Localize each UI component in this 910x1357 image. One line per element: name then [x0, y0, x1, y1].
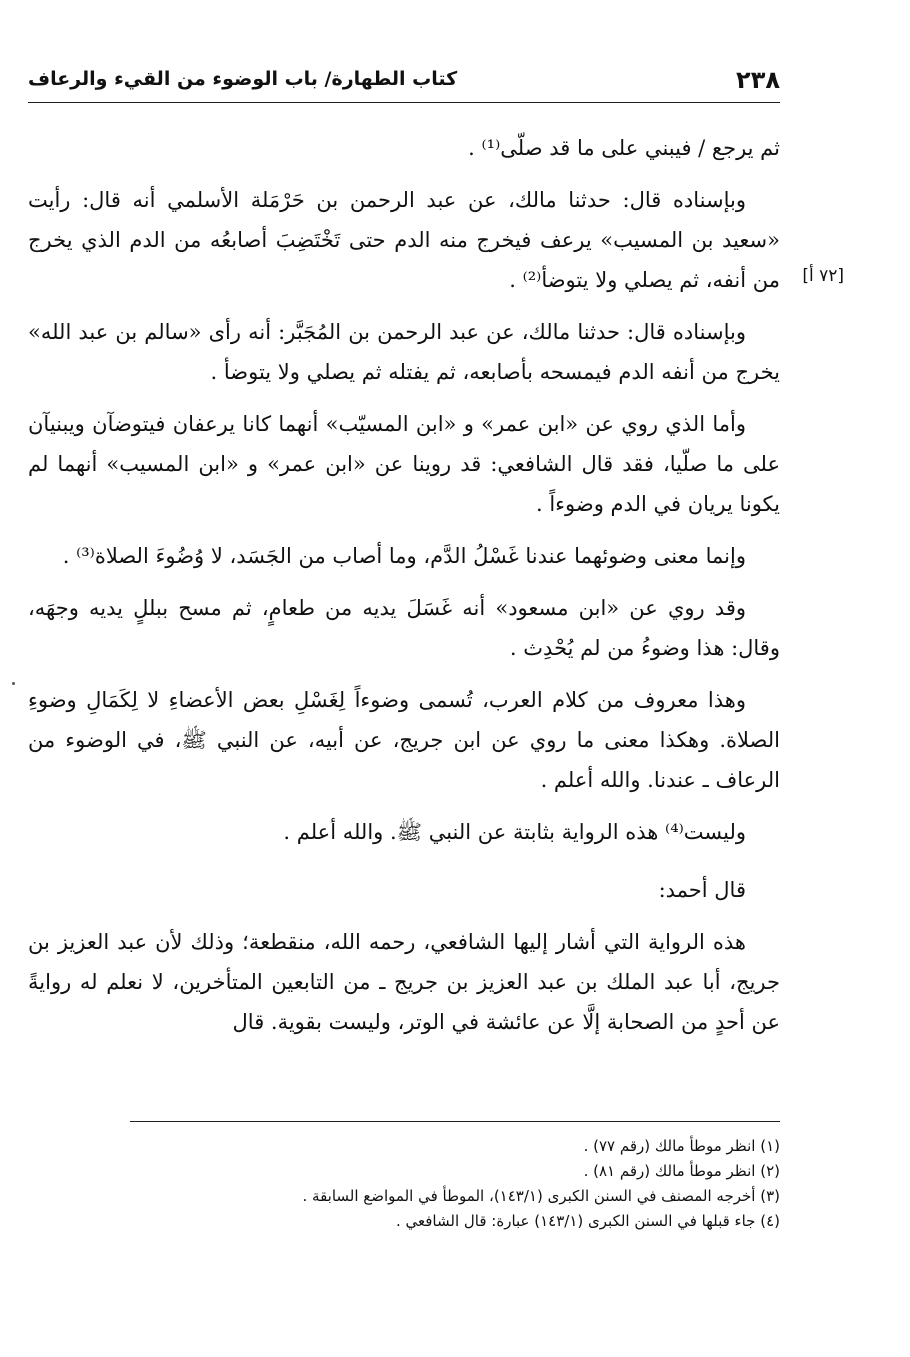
footnote-4: (٤) جاء قبلها في السنن الكبرى (١٤٣/١) عبارة: قال الشافعي . [395, 1212, 780, 1230]
paragraph-1: ثم يرجع / فيبني على ما قد صلّى⁽¹⁾ . [468, 136, 780, 160]
paragraph-7: وهذا معروف من كلام العرب، تُسمى وضوءاً لِغَسْلِ بعض الأعضاءِ لا لِكَمَالِ وضوءِ الصلاة. وهكذا معنى ما روي عن ابن جريج، عن أبيه، عن النبي ﷺ، في الوضوء من الرعاف ـ عندنا. والله أعلم . [28, 688, 780, 792]
footnote-divider [130, 1121, 780, 1122]
main-text [28, 128, 844, 1054]
manuscript-folio-marker: [٧٢ أ] [802, 266, 844, 286]
paragraph-9: هذه الرواية التي أشار إليها الشافعي، رحمه الله، منقطعة؛ وذلك لأن عبد العزيز بن جريج، أبا عبد الملك بن عبد العزيز بن جريج ـ من التابعين المتأخرين، لا نعلم له روايةً عن أحدٍ من الصحابة إلَّا عن عائشة في الوتر، وليست بقوية. قال [28, 930, 780, 1034]
paragraph-4: وأما الذي روي عن «ابن عمر» و «ابن المسيّب» أنهما كانا يرعفان فيتوضآن ويبنيآن على ما صلّيا، فقد قال الشافعي: قد روينا عن «ابن عمر» و «ابن المسيب» أنهما لم يكونا يريان في الدم وضوءاً . [28, 412, 780, 516]
footnote-2: (٢) انظر موطأ مالك (رقم ٨١) . [583, 1162, 780, 1180]
paragraph-8: وليست⁽⁴⁾ هذه الرواية بثابتة عن النبي ﷺ. والله أعلم . [283, 820, 746, 844]
paragraph-3: وبإسناده قال: حدثنا مالك، عن عبد الرحمن بن المُجَبَّر: أنه رأى «سالم بن عبد الله» يخرج من أنفه الدم فيمسحه بأصابعه، ثم يفتله ثم يصلي ولا يتوضأ . [28, 320, 780, 384]
footnotes [130, 1134, 780, 1234]
paragraph-5: وإنما معنى وضوئهما عندنا غَسْلُ الدَّم، وما أصاب من الجَسَد، لا وُضُوءَ الصلاة⁽³⁾ . [62, 544, 746, 568]
footnote-3: (٣) أخرجه المصنف في السنن الكبرى (١٤٣/١)، الموطأ في المواضع السابقة . [302, 1187, 780, 1205]
scan-speck [12, 682, 15, 685]
running-title: كتاب الطهارة/ باب الوضوء من القيء والرعاف [28, 68, 458, 90]
footnote-1: (١) انظر موطأ مالك (رقم ٧٧) . [583, 1137, 780, 1155]
section-heading: قال أحمد: [658, 878, 746, 902]
page-header [28, 62, 780, 103]
paragraph-2: وبإسناده قال: حدثنا مالك، عن عبد الرحمن بن حَرْمَلة الأسلمي أنه قال: رأيت «سعيد بن المسيب» يرعف فيخرج منه الدم حتى تَخْتَضِبَ أصابعُه من الدم الذي يخرج من أنفه، ثم يصلي ولا يتوضأ⁽²⁾ . [28, 188, 780, 292]
page-number: ٢٣٨ [736, 66, 780, 94]
paragraph-6: وقد روي عن «ابن مسعود» أنه غَسَلَ يديه من طعامٍ، ثم مسح ببللٍ يديه وجهَه، وقال: هذا وضوءُ من لم يُحْدِث . [28, 596, 780, 660]
